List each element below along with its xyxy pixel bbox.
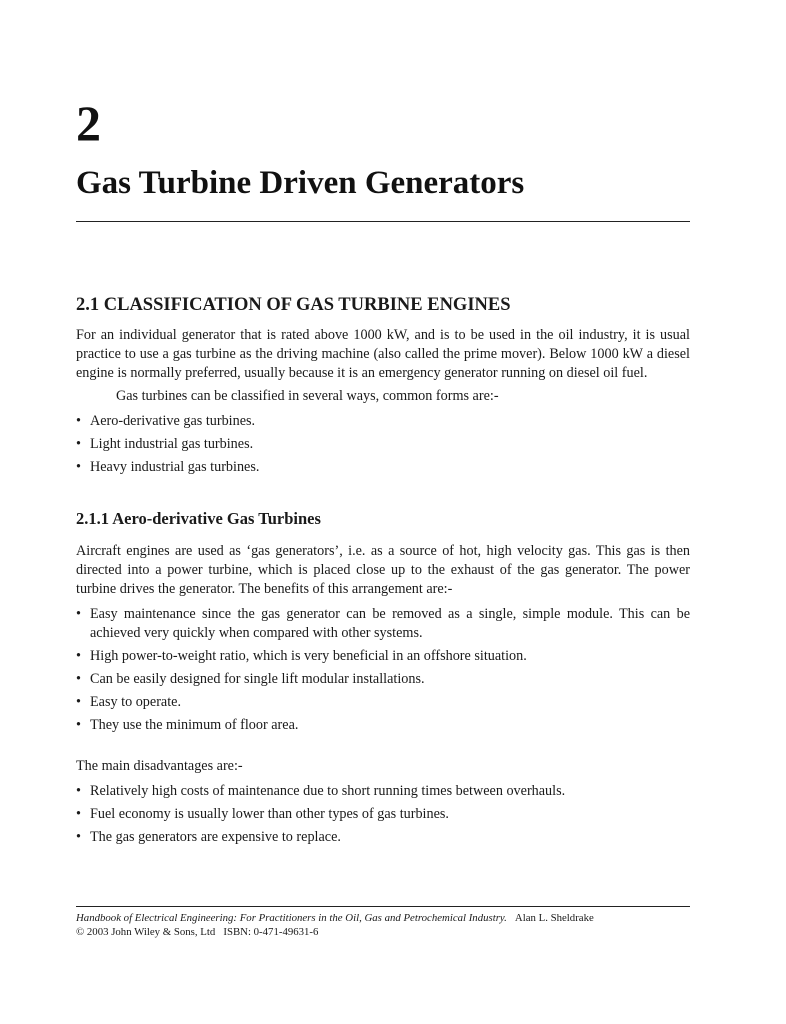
bullet-icon: •: [76, 413, 81, 429]
subsection-heading: 2.1.1 Aero-derivative Gas Turbines: [76, 509, 321, 528]
bullet-icon: •: [76, 671, 81, 687]
list-item-text: Easy to operate.: [90, 694, 181, 710]
disadvantages-intro: The main disadvantages are:-: [76, 758, 243, 774]
section-heading: 2.1 CLASSIFICATION OF GAS TURBINE ENGINES: [76, 295, 511, 315]
list-item-text: Relatively high costs of maintenance due to short running times between overhauls.: [90, 783, 566, 799]
list-item-text: Easy maintenance since the gas generator can be removed as a single, simple module. This can be achieved very quickly when compared with other systems.: [90, 606, 690, 641]
copyright: © 2003 John Wiley & Sons, Ltd: [76, 926, 216, 938]
footer-copyright-line: [76, 925, 690, 939]
list-item: [76, 605, 690, 643]
list-item: [76, 828, 690, 847]
list-item-text: Can be easily designed for single lift modular installations.: [90, 671, 425, 687]
main-content: [76, 294, 690, 847]
list-item-text: Aero-derivative gas turbines.: [90, 413, 256, 429]
list-item: [76, 670, 690, 689]
bullet-icon: •: [76, 717, 81, 733]
chapter-divider: [76, 221, 690, 222]
list-item: [76, 805, 690, 824]
list-item-text: Fuel economy is usually lower than other types of gas turbines.: [90, 806, 449, 822]
section-paragraph-indented: Gas turbines can be classified in several ways, common forms are:-: [116, 388, 499, 404]
book-citation: Handbook of Electrical Engineering: For Practitioners in the Oil, Gas and Petrochemical Industry.: [76, 912, 507, 924]
chapter-title: Gas Turbine Driven Generators: [76, 165, 525, 201]
list-item: [76, 782, 690, 801]
benefits-list: [76, 605, 690, 735]
bullet-icon: •: [76, 459, 81, 475]
list-item-text: They use the minimum of floor area.: [90, 717, 299, 733]
list-item-text: Heavy industrial gas turbines.: [90, 459, 260, 475]
disadvantages-list: [76, 782, 690, 847]
bullet-icon: •: [76, 436, 81, 452]
bullet-icon: •: [76, 648, 81, 664]
turbine-types-list: [76, 412, 690, 477]
chapter-number: 2: [76, 95, 101, 151]
bullet-icon: •: [76, 783, 81, 799]
page-footer: [76, 906, 690, 939]
list-item-text: Light industrial gas turbines.: [90, 436, 254, 452]
list-item: [76, 412, 690, 431]
list-item: [76, 716, 690, 735]
section-paragraph: For an individual generator that is rated above 1000 kW, and is to be used in the oil industry, it is usual practice to use a gas turbine as the driving machine (also called the prime mover). Below 1000 kW a diesel engine is normally preferred, usually because it is an emergency generator running on diesel oil fuel.: [76, 327, 690, 381]
list-item-text: High power-to-weight ratio, which is very beneficial in an offshore situation.: [90, 648, 527, 664]
footer-citation-line: [76, 911, 690, 925]
bullet-icon: •: [76, 829, 81, 845]
footer-divider: [76, 906, 690, 907]
bullet-icon: •: [76, 606, 81, 622]
list-item: [76, 647, 690, 666]
list-item: [76, 693, 690, 712]
isbn: ISBN: 0-471-49631-6: [223, 926, 319, 938]
subsection-paragraph: Aircraft engines are used as ‘gas generators’, i.e. as a source of hot, high velocity gas. This gas is then directed into a power turbine, which is placed close up to the exhaust of the gas generator. The power turbine drives the generator. The benefits of this arrangement are:-: [76, 543, 690, 597]
list-item: [76, 458, 690, 477]
bullet-icon: •: [76, 806, 81, 822]
bullet-icon: •: [76, 694, 81, 710]
author-name: Alan L. Sheldrake: [514, 912, 594, 924]
list-item: [76, 435, 690, 454]
list-item-text: The gas generators are expensive to replace.: [90, 829, 341, 845]
